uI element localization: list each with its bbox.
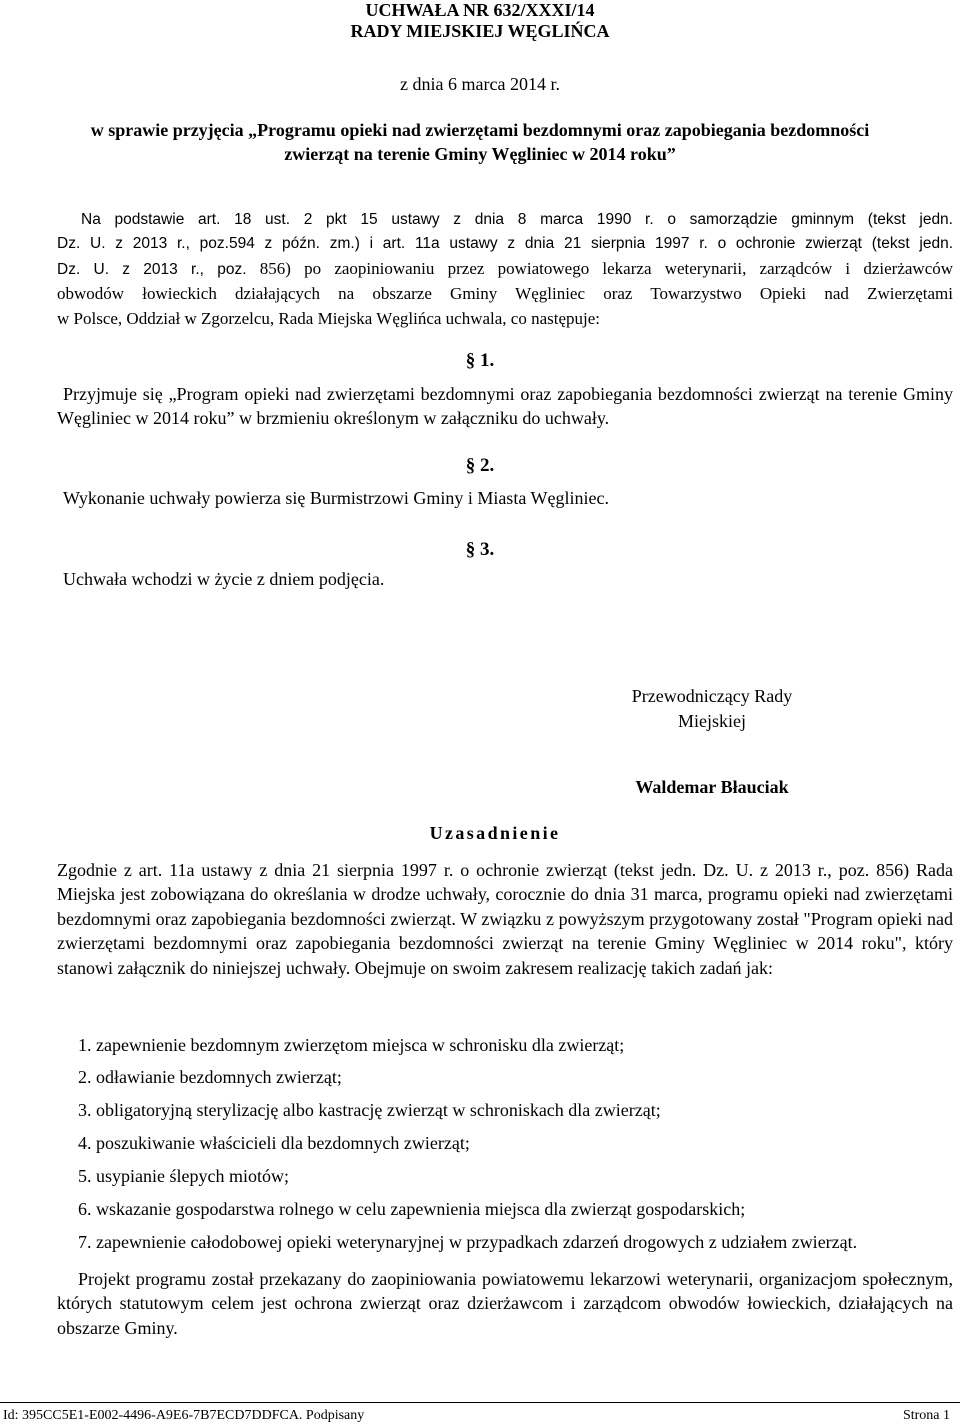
task-item-1: 1. zapewnienie bezdomnym zwierzętom miejsca w schronisku dla zwierząt; — [78, 1035, 625, 1055]
preamble-line-3a: Dz. U. z 2013 r., poz. — [57, 260, 247, 278]
resolution-subject — [0, 118, 960, 166]
section-2-text: Wykonanie uchwały powierza się Burmistrzowi Gminy i Miasta Węgliniec. — [63, 488, 609, 508]
footer-divider — [0, 1402, 960, 1403]
task-item-3: 3. obligatoryjną sterylizację albo kastrację zwierząt w schroniskach dla zwierząt; — [78, 1100, 661, 1120]
signature-name: Waldemar Błauciak — [635, 777, 789, 797]
preamble-line-2: Dz. U. z 2013 r., poz.594 z późn. zm.) i art. 11a ustawy z dnia 21 sierpnia 1997 r. o ochronie zwierząt (tekst jedn. — [57, 235, 953, 253]
footer-document-id: Id: 395CC5E1-E002-4496-A9E6-7B7ECD7DDFCA. Podpisany — [3, 1408, 365, 1423]
task-item-4: 4. poszukiwanie właścicieli dla bezdomnych zwierząt; — [78, 1133, 470, 1153]
section-3-text: Uchwała wchodzi w życie z dniem podjęcia. — [63, 569, 385, 589]
task-item-6: 6. wskazanie gospodarstwa rolnego w celu zapewnienia miejsca dla zwierząt gospodarskich; — [78, 1199, 746, 1219]
signature-role-line-1: Przewodniczący Rady — [631, 686, 793, 706]
section-1-text: Przyjmuje się „Program opieki nad zwierzętami bezdomnymi oraz zapobiegania bezdomności zwierząt na terenie Gminy Węgliniec w 2014 roku” w brzmieniu określonym w załączniku do uchwały. — [57, 384, 953, 429]
title-line-1: UCHWAŁA NR 632/XXXI/14 — [365, 0, 595, 20]
subject-line-1: w sprawie przyjęcia „Programu opieki nad zwierzętami bezdomnymi oraz zapobiegania bezdomności — [90, 120, 870, 140]
task-item-5: 5. usypianie ślepych miotów; — [78, 1166, 289, 1186]
preamble-line-5: w Polsce, Oddział w Zgorzelcu, Rada Miejska Węglińca uchwala, co następuje: — [57, 308, 601, 328]
preamble-line-3 — [57, 257, 953, 282]
signature-role — [612, 684, 812, 734]
resolution-date: z dnia 6 marca 2014 r. — [400, 74, 560, 94]
title-line-2: RADY MIEJSKIEJ WĘGLIŃCA — [350, 21, 610, 41]
justification-intro: Zgodnie z art. 11a ustawy z dnia 21 sierpnia 1997 r. o ochronie zwierząt (tekst jedn. Dz. U. z 2013 r., poz. 856) Rada Miejska jest zobowiązana do określania w drodze uchwały, corocznie do dnia 31 marca, programu opieki nad zwierzętami bezdomnymi oraz zapobiegania bezdomności zwierząt. W związku z powyższym przygotowany został "Program opieki nad zwierzętami bezdomnymi oraz zapobiegania bezdomności zwierząt na terenie Gminy Węgliniec w 2014 roku", który stanowi załącznik do niniejszej uchwały. Obejmuje on swoim zakresem realizację takich zadań jak: — [57, 860, 953, 978]
footer-page-number: Strona 1 — [902, 1408, 950, 1423]
justification-heading: Uzasadnienie — [429, 823, 561, 843]
section-2-label: § 2. — [465, 455, 495, 476]
section-3-label: § 3. — [465, 539, 495, 560]
subject-line-2: zwierząt na terenie Gminy Węgliniec w 2014 roku” — [284, 144, 676, 164]
task-item-2: 2. odławianie bezdomnych zwierząt; — [78, 1067, 342, 1087]
signature-role-line-2: Miejskiej — [678, 711, 746, 731]
preamble-line-1: Na podstawie art. 18 ust. 2 pkt 15 ustawy z dnia 8 marca 1990 r. o samorządzie gminnym (tekst jedn. — [81, 211, 953, 228]
preamble-line-3b: 856) po zaopiniowaniu przez powiatowego lekarza weterynarii, zarządców i dzierżawców — [259, 258, 954, 278]
justification-closing: Projekt programu został przekazany do zaopiniowania powiatowemu lekarzowi weterynarii, organizacjom społecznym, których statutowym celem jest ochrona zwierząt oraz dzierżawcom i zarządcom obwodów łowieckich, działających na obszarze Gminy. — [57, 1269, 953, 1338]
preamble — [57, 208, 953, 331]
section-1-label: § 1. — [465, 350, 495, 371]
task-item-7: 7. zapewnienie całodobowej opieki weterynaryjnej w przypadkach zdarzeń drogowych z udziałem zwierząt. — [78, 1232, 858, 1252]
preamble-line-4: obwodów łowieckich działających na obszarze Gminy Węgliniec oraz Towarzystwo Opieki nad Zwierzętami — [57, 284, 953, 304]
resolution-title — [0, 0, 960, 42]
